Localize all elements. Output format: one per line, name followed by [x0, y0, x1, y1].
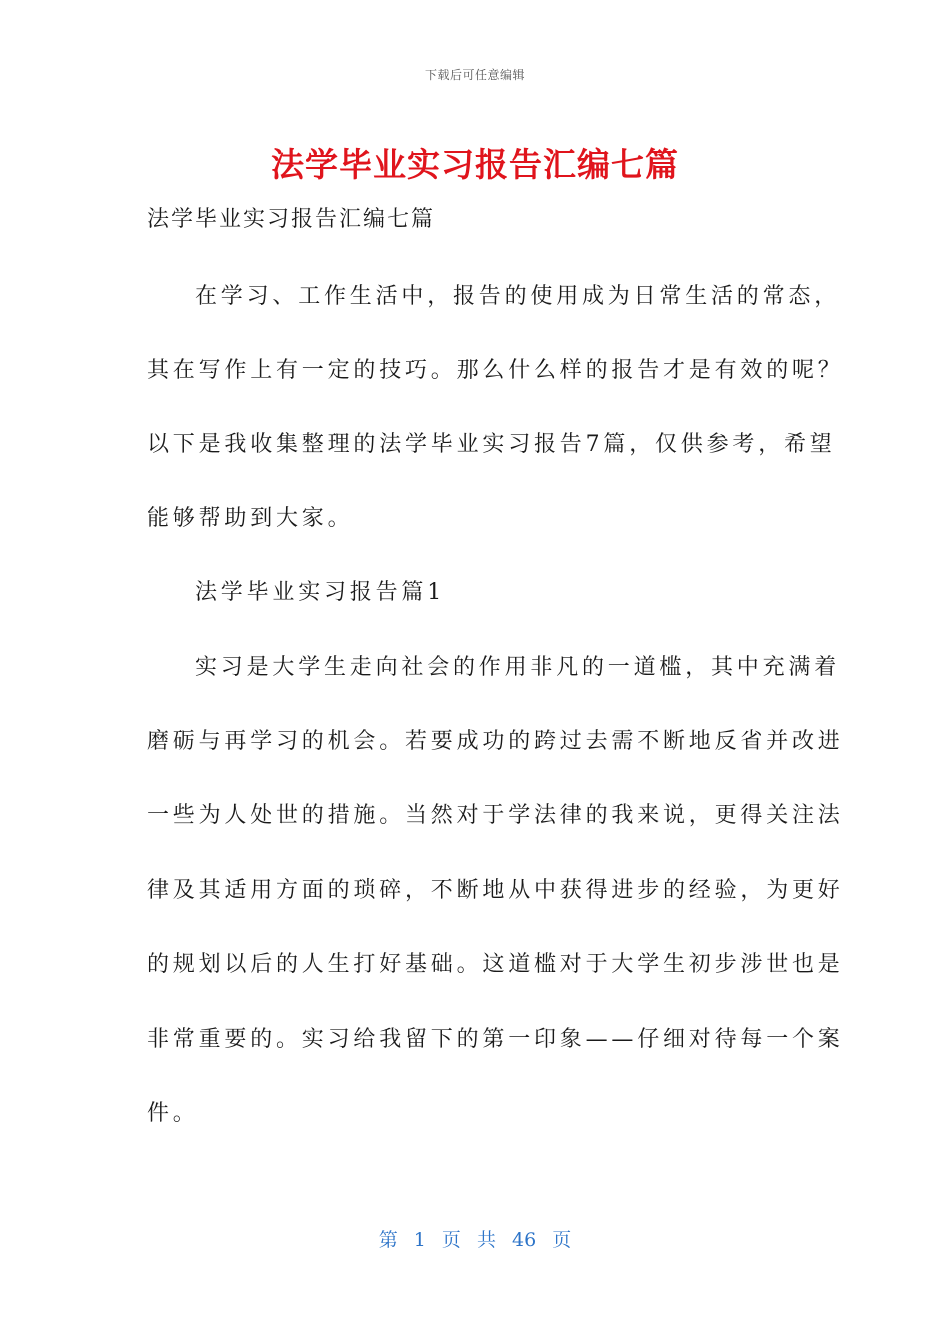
- paragraph-line: 一些为人处世的措施。当然对于学法律的我来说，更得关注法: [147, 803, 844, 828]
- paragraph-line: 非常重要的。实习给我留下的第一印象——仔细对待每一个案: [147, 1027, 844, 1052]
- page-footer: 第 1 页 共 46 页: [378, 1229, 572, 1251]
- paragraph-line: 律及其适用方面的琐碎，不断地从中获得进步的经验，为更好: [147, 878, 844, 903]
- section-heading: 法学毕业实习报告篇1: [195, 580, 445, 605]
- paragraph-line: 磨砺与再学习的机会。若要成功的跨过去需不断地反省并改进: [147, 729, 844, 754]
- paragraph-line: 在学习、工作生活中，报告的使用成为日常生活的常态，: [195, 284, 841, 309]
- paragraph-line: 以下是我收集整理的法学毕业实习报告7篇，仅供参考，希望: [147, 432, 836, 457]
- paragraph-line: 实习是大学生走向社会的作用非凡的一道槛，其中充满着: [195, 655, 841, 680]
- document-subtitle: 法学毕业实习报告汇编七篇: [147, 207, 436, 232]
- paragraph-line: 件。: [147, 1101, 199, 1126]
- document-title: 法学毕业实习报告汇编七篇: [271, 145, 679, 184]
- paragraph-line: 其在写作上有一定的技巧。那么什么样的报告才是有效的呢？: [147, 358, 844, 383]
- paragraph-line: 的规划以后的人生打好基础。这道槛对于大学生初步涉世也是: [147, 952, 844, 977]
- paragraph-line: 能够帮助到大家。: [147, 506, 354, 531]
- header-note: 下载后可任意编辑: [424, 68, 525, 82]
